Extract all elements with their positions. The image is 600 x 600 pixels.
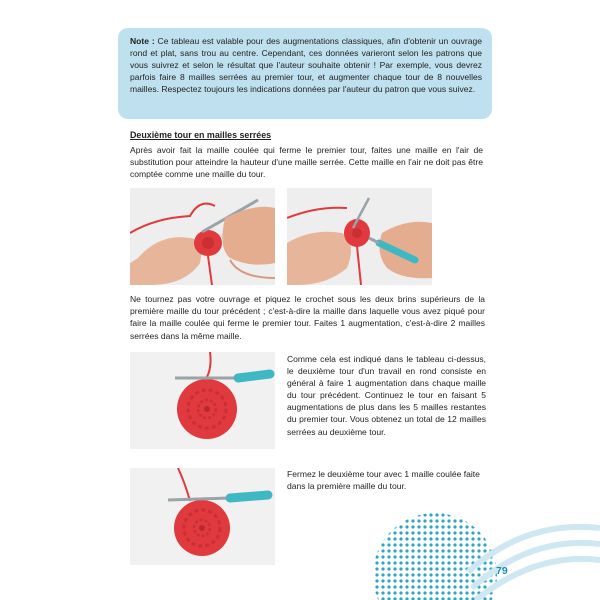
section-heading: Deuxième tour en mailles serrées bbox=[130, 130, 272, 140]
note-text: Ce tableau est valable pour des augmentations classiques, afin d'obtenir un ouvrage rond et plat, sans trou au centre. Cependant, ces données varieront selon les patrons que vous suivrez et selon le résultat que l'auteur souhaite obtenir ! Par exemple, vous devrez parfois faire 8 mailles serrées au premier tour, et augmenter chaque tour de 8 nouvelles mailles. Respectez toujours les indications données par l'auteur du patron que vous suivez. bbox=[130, 36, 483, 95]
decorative-circle-pattern bbox=[350, 500, 600, 600]
paragraph-1: Après avoir fait la maille coulée qui ferme le premier tour, faites une maille en l'air de substitution pour atteindre la hauteur d'une maille serrée. Cette maille en l'air ne doit pas être comptée comme une maille du tour. bbox=[130, 145, 483, 180]
photo-crochet-circle-increase bbox=[130, 352, 275, 449]
paragraph-3: Comme cela est indiqué dans le tableau ci-dessus, le deuxième tour d'un travail en rond consiste en général à faire 1 augmentation dans chaque maille du tour précédent. Continuez le tour en faisant 5 augmentations de plus dans les 5 mailles restantes du premier tour. Vous obtenez un total de 12 mailles serrées au deuxième tour. bbox=[287, 354, 486, 437]
note-box bbox=[118, 28, 492, 119]
note-label: Note : bbox=[130, 36, 155, 46]
photo-crochet-circle-close bbox=[130, 468, 275, 565]
photo-hands-slip-stitch bbox=[130, 188, 275, 285]
page-number: 79 bbox=[496, 565, 508, 577]
photo-hands-hook bbox=[287, 188, 432, 285]
paragraph-2: Ne tournez pas votre ouvrage et piquez le crochet sous les deux brins supérieurs de la première maille du tour précédent ; c'est-à-dire la maille dans laquelle vous avez piqué pour faire la maille coulée qui ferme le premier tour. Faites 1 augmentation, c'est-à-dire 2 mailles serrées dans la même maille. bbox=[130, 294, 485, 341]
paragraph-4: Fermez le deuxième tour avec 1 maille coulée faite dans la première maille du tour. bbox=[287, 469, 480, 492]
